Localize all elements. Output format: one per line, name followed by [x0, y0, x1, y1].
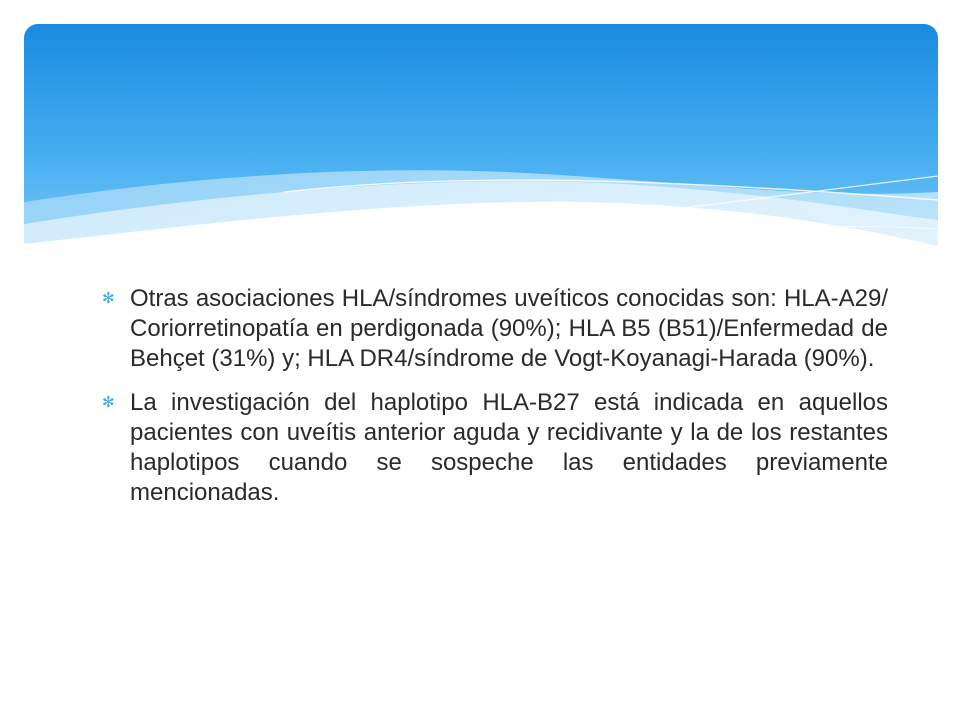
slide-body: [100, 284, 888, 522]
asterisk-bullet-icon: ✻: [102, 394, 115, 411]
bullet-item-hla-b27-investigation: [100, 388, 888, 508]
asterisk-bullet-icon: ✻: [102, 290, 115, 307]
bullet-text: La investigación del haplotipo HLA-B27 está indicada en aquellos pacientes con uveítis anterior aguda y recidivante y la de los restantes haplotipos cuando se sospeche las entidades previamente mencionadas.: [130, 389, 888, 506]
bullet-item-hla-associations: [100, 284, 888, 374]
bullet-text: Otras asociaciones HLA/síndromes uveíticos conocidas son: HLA-A29/ Coriorretinopatía en perdigonada (90%); HLA B5 (B51)/Enfermedad de Behçet (31%) y; HLA DR4/síndrome de Vogt-Koyanagi-Harada (90%).: [130, 285, 888, 372]
wave-decoration: [24, 24, 938, 264]
bullet-list: [100, 284, 888, 508]
header-wave-banner: [24, 24, 938, 264]
